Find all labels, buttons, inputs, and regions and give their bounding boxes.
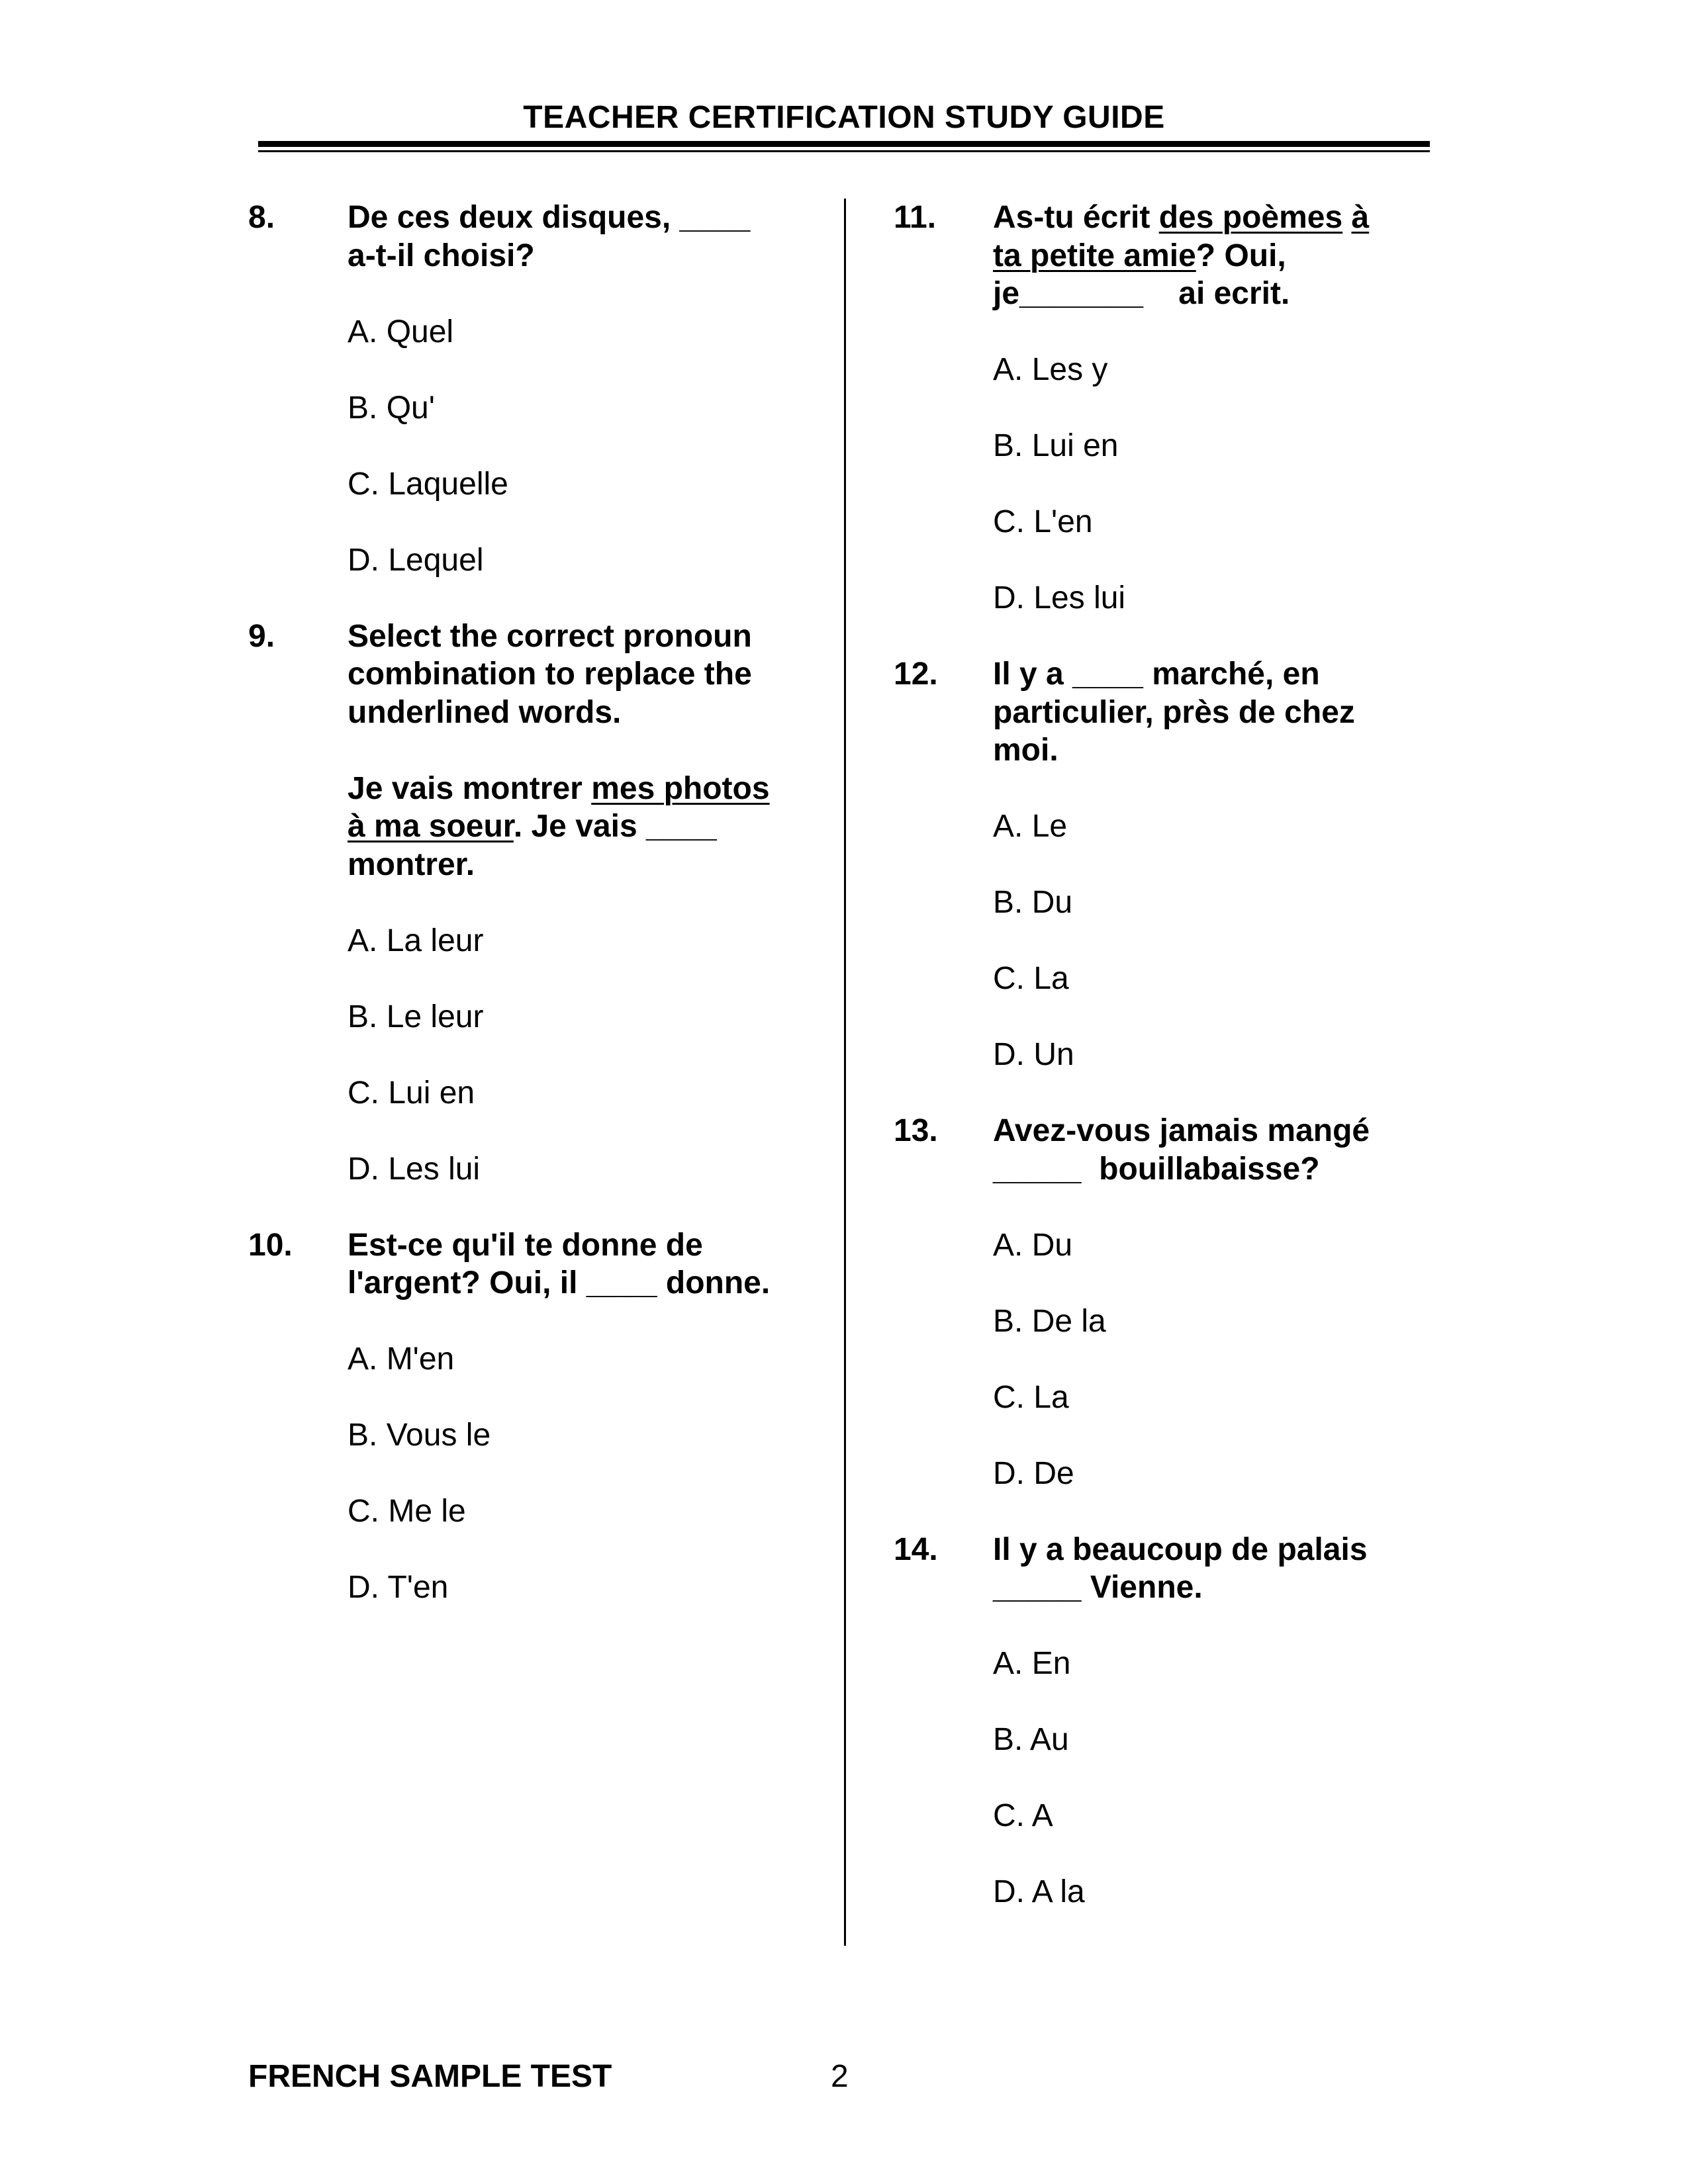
underlined-words: des poèmes [1158, 200, 1343, 235]
question-number: 14. [894, 1531, 938, 1567]
sentence-text: . Je vais ____ [513, 809, 717, 844]
answer-option-b: B. Du [993, 885, 1073, 920]
answer-option-d: D. Les lui [348, 1151, 481, 1187]
question-number: 10. [248, 1227, 293, 1263]
question-stem-line: a-t-il choisi? [348, 238, 535, 273]
question-11 [894, 199, 1410, 617]
header-rule-thick [258, 141, 1430, 147]
answer-option-d: D. A la [993, 1874, 1085, 1909]
question-number: 13. [894, 1113, 938, 1148]
answer-option-c: C. Lui en [348, 1075, 475, 1111]
question-sentence [348, 770, 804, 808]
question-stem-line: Il y a ____ marché, en [993, 657, 1320, 692]
question-stem-line: _____ bouillabaisse? [993, 1151, 1320, 1187]
question-13 [894, 1112, 1410, 1492]
answer-option-a: A. Du [993, 1227, 1073, 1263]
header-rule-thin [258, 150, 1430, 152]
question-stem-line: Il y a beaucoup de palais [993, 1531, 1368, 1567]
answer-option-b: B. Vous le [348, 1418, 491, 1453]
answer-option-a: A. Le [993, 809, 1068, 844]
page-number: 2 [831, 2059, 849, 2094]
answer-option-a: A. Quel [348, 314, 454, 349]
question-stem-line: _____ Vienne. [993, 1570, 1203, 1605]
answer-option-b: B. Le leur [348, 999, 484, 1034]
sentence-text: ? Oui, [1196, 238, 1286, 273]
question-stem-line: Est-ce qu'il te donne de [348, 1227, 703, 1263]
question-number: 12. [894, 657, 938, 692]
column-divider [844, 199, 846, 1946]
answer-option-a: A. En [993, 1646, 1071, 1681]
question-8 [248, 199, 804, 579]
question-stem-line: combination to replace the [348, 657, 752, 692]
answer-option-b: B. Qu' [348, 390, 435, 426]
sentence-text: As-tu écrit [993, 200, 1159, 235]
question-number: 8. [248, 200, 275, 235]
question-stem-line [993, 237, 1410, 275]
question-stem-line: l'argent? Oui, il ____ donne. [348, 1265, 771, 1300]
answer-option-a: A. La leur [348, 923, 484, 958]
answer-option-b: B. Lui en [993, 428, 1119, 463]
answer-option-c: C. Laquelle [348, 466, 508, 502]
answer-option-d: D. De [993, 1455, 1074, 1491]
question-12 [894, 655, 1410, 1074]
answer-option-a: A. M'en [348, 1342, 455, 1377]
footer-title: FRENCH SAMPLE TEST [248, 2059, 612, 2094]
question-stem-line: Select the correct pronoun [348, 618, 752, 654]
page-header-title: TEACHER CERTIFICATION STUDY GUIDE [523, 100, 1165, 135]
question-sentence: montrer. [348, 846, 475, 882]
sentence-text: Je vais montrer [348, 770, 592, 806]
answer-option-d: D. T'en [348, 1570, 449, 1605]
question-9 [248, 617, 804, 1189]
underlined-words: à ma soeur [348, 809, 514, 844]
question-stem-line: moi. [993, 733, 1058, 768]
answer-option-c: C. L'en [993, 504, 1093, 539]
answer-option-c: C. Me le [348, 1494, 466, 1529]
answer-option-c: C. La [993, 961, 1069, 996]
right-column [894, 199, 1410, 1911]
answer-option-b: B. Au [993, 1722, 1069, 1757]
answer-option-d: D. Lequel [348, 542, 484, 578]
answer-option-b: B. De la [993, 1303, 1106, 1339]
question-14 [894, 1531, 1410, 1911]
question-stem-line [993, 199, 1410, 237]
question-10 [248, 1226, 804, 1607]
question-stem-line: De ces deux disques, ____ [348, 200, 751, 235]
underlined-words: ta petite amie [993, 238, 1196, 273]
left-column [248, 199, 804, 1607]
question-number: 9. [248, 618, 275, 654]
answer-option-d: D. Les lui [993, 580, 1126, 615]
underlined-words: mes photos [591, 770, 770, 806]
question-stem-line: je_______ ai ecrit. [993, 276, 1290, 311]
answer-option-d: D. Un [993, 1037, 1074, 1072]
question-stem-line: particulier, près de chez [993, 694, 1355, 730]
question-stem-line: underlined words. [348, 694, 622, 730]
underlined-words: à [1351, 200, 1370, 235]
answer-option-c: C. La [993, 1379, 1069, 1415]
answer-option-a: A. Les y [993, 352, 1108, 387]
question-sentence [348, 807, 804, 846]
question-number: 11. [894, 200, 937, 235]
question-stem-line: Avez-vous jamais mangé [993, 1113, 1370, 1148]
answer-option-c: C. A [993, 1798, 1053, 1833]
